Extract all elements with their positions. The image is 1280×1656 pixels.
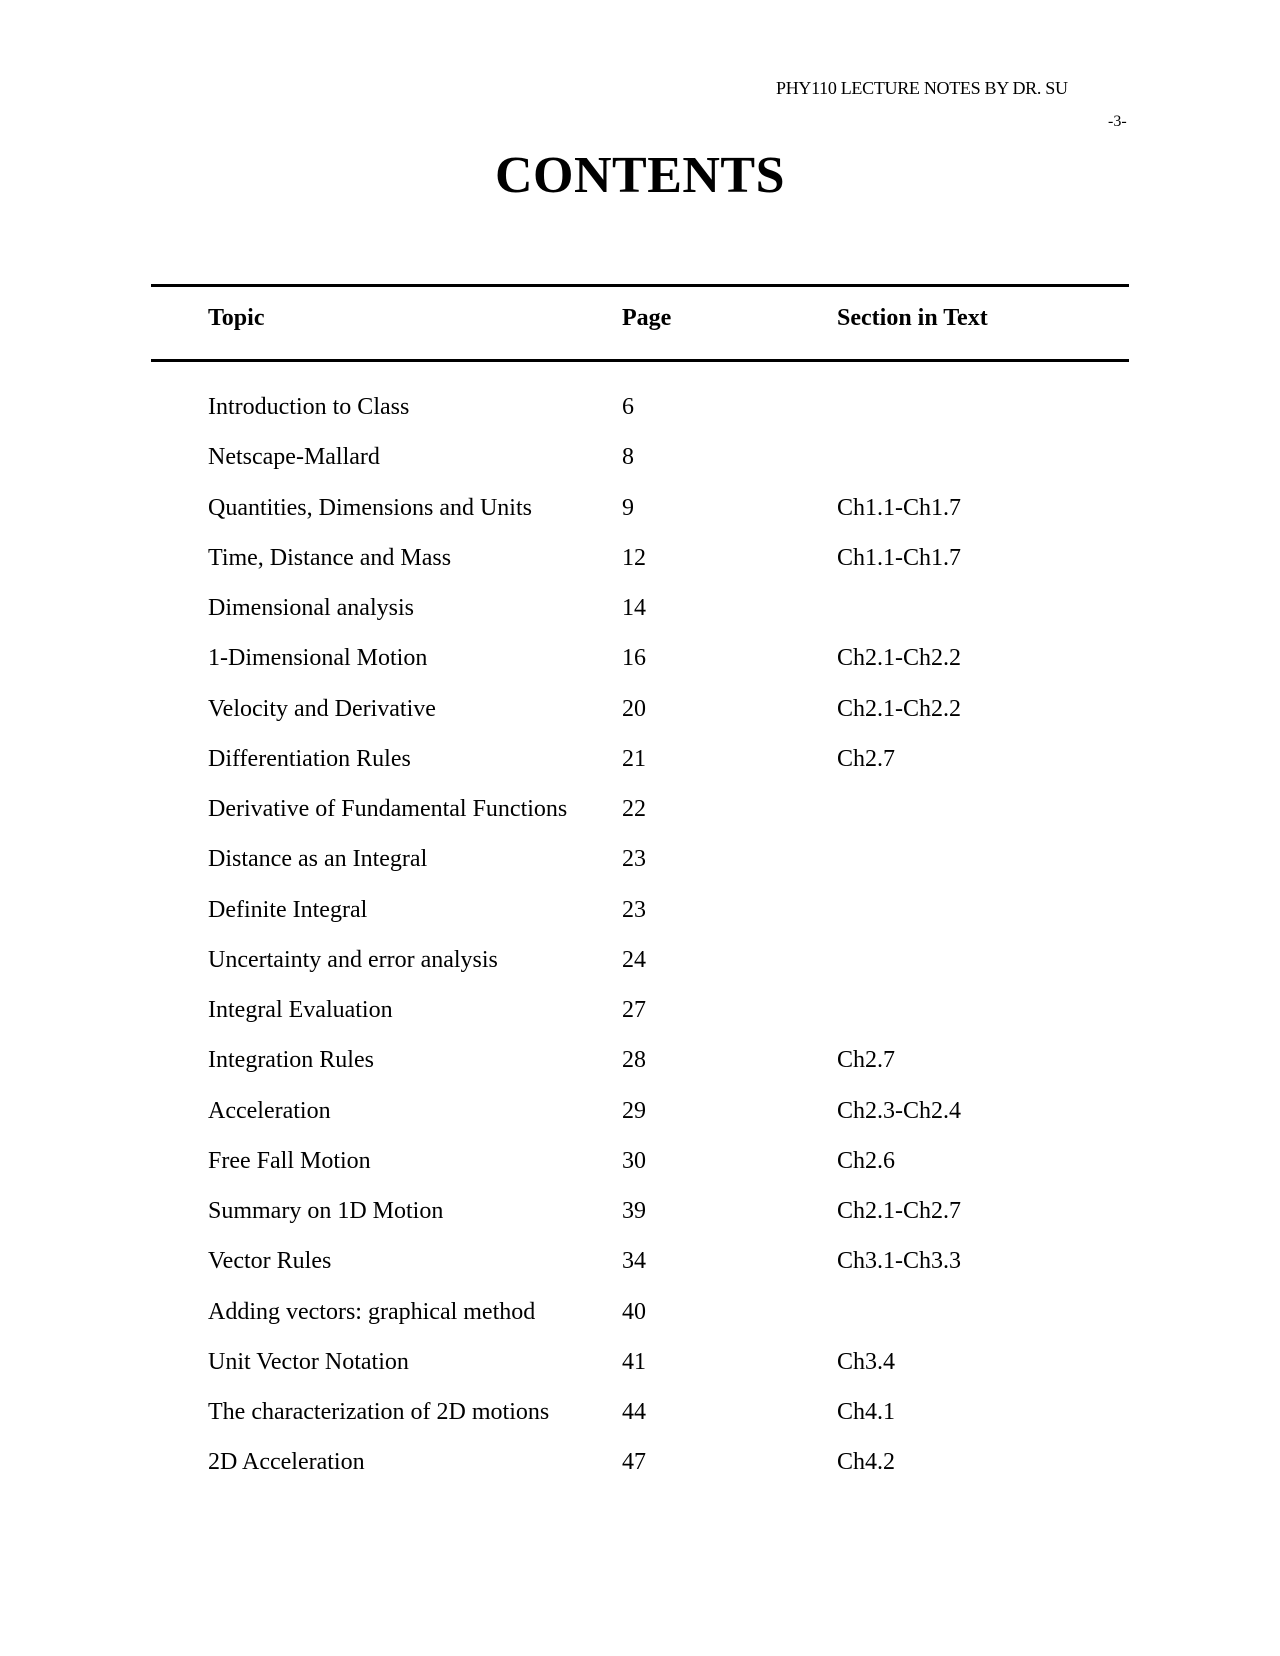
table-row [0, 1244, 1280, 1294]
row-topic: Quantities, Dimensions and Units [208, 494, 532, 521]
row-page-number: 8 [622, 444, 634, 471]
row-page-number: 29 [622, 1097, 646, 1124]
table-row [0, 1295, 1280, 1345]
row-section: Ch1.1-Ch1.7 [837, 494, 962, 521]
row-topic: Vector Rules [208, 1248, 332, 1275]
row-page-number: 24 [622, 946, 646, 973]
row-page-number: 23 [622, 846, 646, 873]
row-topic: Introduction to Class [208, 394, 410, 420]
table-row [0, 692, 1280, 742]
row-section: Ch2.1-Ch2.7 [837, 1198, 962, 1224]
row-section: Ch2.7 [837, 1047, 896, 1074]
row-topic: Summary on 1D Motion [208, 1198, 444, 1224]
row-topic: The characterization of 2D motions [208, 1399, 550, 1425]
table-row [0, 1445, 1280, 1495]
row-page-number: 34 [622, 1248, 646, 1275]
row-topic: Derivative of Fundamental Functions [208, 796, 568, 822]
table-row [0, 792, 1280, 842]
row-topic: 1-Dimensional Motion [208, 645, 428, 672]
table-top-rule [151, 284, 1129, 287]
row-topic: Distance as an Integral [208, 846, 428, 873]
row-page-number: 40 [622, 1298, 646, 1325]
table-row [0, 641, 1280, 691]
contents-list [0, 390, 1280, 1496]
page-number: -3- [1108, 113, 1127, 130]
table-row [0, 993, 1280, 1043]
row-topic: Free Fall Motion [208, 1147, 371, 1174]
row-section: Ch2.6 [837, 1147, 896, 1174]
table-row [0, 541, 1280, 591]
row-page-number: 20 [622, 695, 646, 722]
table-row [0, 1194, 1280, 1244]
row-page-number: 23 [622, 896, 646, 923]
row-page-number: 41 [622, 1348, 646, 1375]
table-row [0, 1395, 1280, 1445]
table-row [0, 1144, 1280, 1194]
column-header-section: Section in Text [837, 305, 988, 331]
table-row [0, 591, 1280, 641]
table-row [0, 491, 1280, 541]
row-page-number: 28 [622, 1047, 646, 1074]
row-section: Ch4.2 [837, 1449, 896, 1476]
row-section: Ch2.7 [837, 745, 896, 772]
row-page-number: 6 [622, 394, 634, 420]
row-section: Ch2.1-Ch2.2 [837, 695, 962, 722]
table-row [0, 390, 1280, 440]
row-section: Ch2.3-Ch2.4 [837, 1097, 962, 1124]
table-row [0, 943, 1280, 993]
table-row [0, 1043, 1280, 1093]
row-topic: Adding vectors: graphical method [208, 1298, 536, 1325]
row-page-number: 39 [622, 1198, 646, 1224]
row-page-number: 27 [622, 997, 646, 1023]
row-topic: Definite Integral [208, 896, 368, 923]
running-header: PHY110 LECTURE NOTES BY DR. SU [776, 78, 1068, 98]
row-topic: Netscape-Mallard [208, 444, 380, 471]
row-topic: Differentiation Rules [208, 745, 411, 772]
row-topic: Unit Vector Notation [208, 1348, 409, 1375]
table-row [0, 440, 1280, 490]
table-header [0, 305, 1280, 335]
row-page-number: 14 [622, 595, 646, 621]
row-page-number: 9 [622, 494, 634, 521]
row-page-number: 44 [622, 1399, 646, 1425]
table-row [0, 842, 1280, 892]
row-topic: Velocity and Derivative [208, 695, 436, 722]
row-page-number: 30 [622, 1147, 646, 1174]
row-section: Ch3.1-Ch3.3 [837, 1248, 962, 1275]
column-header-topic: Topic [208, 305, 265, 331]
row-section: Ch4.1 [837, 1399, 896, 1425]
row-page-number: 22 [622, 796, 646, 822]
row-topic: Integral Evaluation [208, 997, 393, 1023]
row-page-number: 21 [622, 745, 646, 772]
row-topic: Uncertainty and error analysis [208, 946, 498, 973]
table-header-rule [151, 359, 1129, 362]
column-header-page: Page [622, 305, 672, 331]
page-title: CONTENTS [494, 147, 786, 204]
row-page-number: 12 [622, 544, 646, 571]
row-topic: 2D Acceleration [208, 1449, 365, 1476]
table-row [0, 1345, 1280, 1395]
row-section: Ch3.4 [837, 1348, 896, 1375]
table-row [0, 1094, 1280, 1144]
row-section: Ch2.1-Ch2.2 [837, 645, 962, 672]
table-row [0, 893, 1280, 943]
row-page-number: 47 [622, 1449, 646, 1476]
row-section: Ch1.1-Ch1.7 [837, 544, 962, 571]
row-topic: Time, Distance and Mass [208, 544, 452, 571]
row-topic: Integration Rules [208, 1047, 374, 1074]
table-row [0, 742, 1280, 792]
row-topic: Acceleration [208, 1097, 331, 1124]
row-topic: Dimensional analysis [208, 595, 414, 621]
row-page-number: 16 [622, 645, 646, 672]
